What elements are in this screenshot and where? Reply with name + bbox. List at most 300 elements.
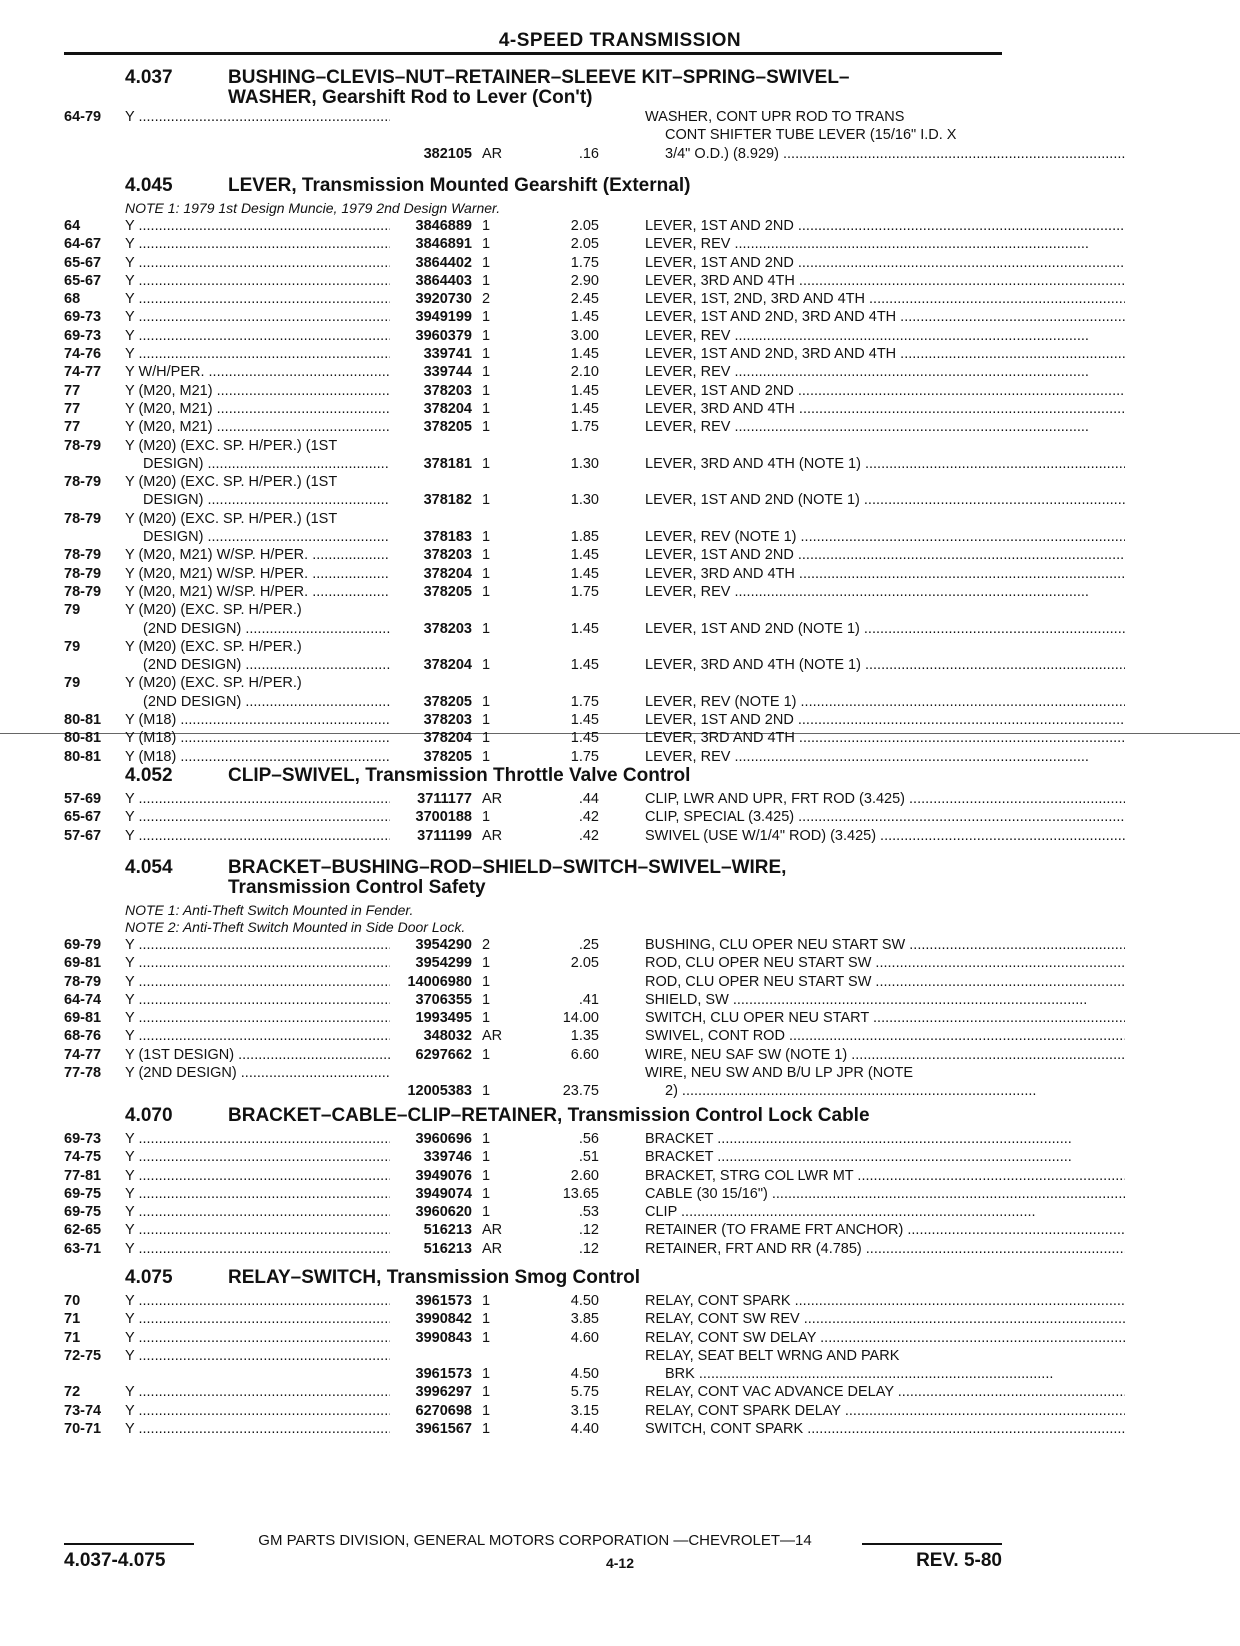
part-description xyxy=(645,400,1125,418)
quantity: AR xyxy=(482,145,503,162)
quantity: 1 xyxy=(482,529,491,546)
model-applicability xyxy=(125,290,390,308)
model-years: 57-69 xyxy=(64,791,102,807)
part-number: 12005383 xyxy=(407,1083,472,1100)
part-row xyxy=(64,954,1005,972)
description-text xyxy=(645,473,1125,491)
model-applicability xyxy=(125,711,390,729)
part-number: 3960696 xyxy=(415,1131,472,1147)
quantity: 1 xyxy=(482,236,491,253)
model-applicability xyxy=(125,973,390,991)
model-applicability xyxy=(125,345,390,363)
model-text: Y ..... xyxy=(125,1167,390,1185)
model-text: Y (M20) (EXC. SP. H/PER.) xyxy=(125,638,302,655)
part-number: 3846891 xyxy=(415,236,472,253)
price: 1.85 xyxy=(570,529,599,546)
section-number: 4.052 xyxy=(125,765,173,786)
model-years: 78-79 xyxy=(64,437,102,454)
description-text: RELAY, CONT SW DELAY ..... xyxy=(645,1329,1125,1347)
section-note: NOTE 2: Anti-Theft Switch Mounted in Side Door Lock. xyxy=(125,919,466,935)
model-text: (2ND DESIGN) ..... xyxy=(125,693,390,711)
part-row xyxy=(64,382,1005,400)
part-number: 378205 xyxy=(423,693,472,710)
price: 3.15 xyxy=(570,1402,599,1419)
section-title xyxy=(228,766,1005,786)
part-number: 3711177 xyxy=(417,791,472,807)
model-text: Y ..... xyxy=(125,1185,390,1203)
part-row xyxy=(64,1064,1005,1101)
model-text: Y ..... xyxy=(125,345,390,363)
price: 1.45 xyxy=(570,712,599,729)
section-heading xyxy=(125,68,1005,108)
price: 2.05 xyxy=(570,236,599,253)
model-applicability xyxy=(125,729,390,747)
description-text: CLIP, LWR AND UPR, FRT ROD (3.425) ..... xyxy=(645,790,1125,808)
quantity: 1 xyxy=(482,955,491,972)
part-description xyxy=(645,1420,1125,1438)
part-row xyxy=(64,290,1005,308)
price: 4.60 xyxy=(570,1329,599,1346)
part-row xyxy=(64,711,1005,729)
model-years: 69-75 xyxy=(64,1185,102,1202)
description-text: LEVER, REV ..... xyxy=(645,235,1125,253)
part-description xyxy=(645,418,1125,436)
model-text: Y (M20) (EXC. SP. H/PER.) xyxy=(125,675,302,692)
part-description xyxy=(645,327,1125,345)
part-row xyxy=(64,601,1005,638)
model-years: 78-79 xyxy=(64,565,102,582)
description-text: LEVER, 3RD AND 4TH ..... xyxy=(645,729,1125,747)
model-text: Y (M20, M21) W/SP. H/PER. ..... xyxy=(125,583,390,601)
description-text: LEVER, REV (NOTE 1) ..... xyxy=(645,693,1125,711)
model-years: 69-79 xyxy=(64,937,102,953)
description-text: RETAINER, FRT AND RR (4.785) ..... xyxy=(645,1240,1125,1258)
quantity: 1 xyxy=(482,712,491,729)
description-text: SWIVEL, CONT ROD ..... xyxy=(645,1027,1125,1045)
part-row xyxy=(64,1130,1005,1148)
quantity: 1 xyxy=(482,1402,491,1419)
model-applicability xyxy=(125,1130,390,1148)
part-description xyxy=(645,1347,1125,1384)
model-years: 79 xyxy=(64,675,81,692)
quantity: 1 xyxy=(482,218,491,234)
model-applicability xyxy=(125,808,390,826)
description-text: LEVER, REV ..... xyxy=(645,327,1125,345)
part-row xyxy=(64,327,1005,345)
part-row xyxy=(64,936,1005,954)
part-number: 3846889 xyxy=(415,218,472,234)
model-text: Y ..... xyxy=(125,808,390,826)
quantity: 1 xyxy=(482,327,491,344)
section-heading xyxy=(125,766,1005,786)
price: 6.60 xyxy=(570,1046,599,1063)
part-number: 3711199 xyxy=(417,827,472,844)
quantity: AR xyxy=(482,1222,503,1239)
section-number: 4.070 xyxy=(125,1105,173,1126)
part-number: 3864403 xyxy=(415,272,472,289)
description-text: BUSHING, CLU OPER NEU START SW ..... xyxy=(645,936,1125,954)
section-heading xyxy=(125,1268,1005,1288)
parts-section xyxy=(64,175,1005,766)
description-text: CLIP ..... xyxy=(645,1203,1125,1221)
model-years: 79 xyxy=(64,602,81,619)
model-text: Y ..... xyxy=(125,1027,390,1045)
part-row xyxy=(64,418,1005,436)
part-number: 3990843 xyxy=(415,1329,472,1346)
model-text: Y (1ST DESIGN) ..... xyxy=(125,1046,390,1064)
part-description xyxy=(645,827,1125,845)
price: 1.30 xyxy=(570,455,599,472)
part-number: 378182 xyxy=(423,492,472,509)
footer-rule-right xyxy=(862,1543,1002,1545)
description-text: CABLE (30 15/16") ..... xyxy=(645,1185,1125,1203)
description-text: RELAY, CONT VAC ADVANCE DELAY ..... xyxy=(645,1383,1125,1401)
model-applicability xyxy=(125,1148,390,1166)
price: 1.75 xyxy=(570,419,599,436)
price: .42 xyxy=(578,827,599,844)
part-description xyxy=(645,583,1125,601)
part-description xyxy=(645,1240,1125,1258)
quantity: 1 xyxy=(482,1167,491,1184)
part-row xyxy=(64,1310,1005,1328)
description-text: LEVER, 1ST, 2ND, 3RD AND 4TH ..... xyxy=(645,290,1125,308)
model-years: 70-71 xyxy=(64,1421,102,1438)
part-number: 3996297 xyxy=(415,1384,472,1401)
description-text: RELAY, CONT SPARK DELAY ..... xyxy=(645,1402,1125,1420)
model-applicability xyxy=(125,1064,390,1082)
section-number: 4.045 xyxy=(125,175,173,196)
description-text: LEVER, 3RD AND 4TH ..... xyxy=(645,272,1125,290)
model-text: Y (M18) ..... xyxy=(125,748,390,766)
model-applicability xyxy=(125,1009,390,1027)
footer-section-range: 4.037-4.075 xyxy=(64,1550,166,1571)
part-description xyxy=(645,546,1125,564)
model-text: Y ..... xyxy=(125,1009,390,1027)
price: 3.00 xyxy=(570,327,599,344)
section-title-line: RELAY–SWITCH, Transmission Smog Control xyxy=(228,1267,641,1288)
part-row xyxy=(64,729,1005,747)
description-text: SWITCH, CONT SPARK ..... xyxy=(645,1420,1125,1438)
part-row xyxy=(64,235,1005,253)
part-number: 378204 xyxy=(423,400,472,417)
description-text: RELAY, SEAT BELT WRNG AND PARK xyxy=(645,1347,900,1364)
description-text: LEVER, 1ST AND 2ND ..... xyxy=(645,254,1125,272)
model-text: Y ..... xyxy=(125,1310,390,1328)
model-applicability xyxy=(125,400,390,418)
model-years: 80-81 xyxy=(64,712,102,729)
model-text: Y ..... xyxy=(125,108,390,126)
section-note: NOTE 1: Anti-Theft Switch Mounted in Fender. xyxy=(125,902,414,918)
model-text: Y ..... xyxy=(125,1292,390,1310)
footer-publisher: GM PARTS DIVISION, GENERAL MOTORS CORPORATION —CHEVROLET—14 xyxy=(258,1532,812,1549)
part-description xyxy=(645,473,1125,510)
price: .56 xyxy=(578,1131,599,1147)
part-row xyxy=(64,827,1005,845)
part-number: 339744 xyxy=(423,364,472,381)
part-description xyxy=(645,1292,1125,1310)
part-number: 378181 xyxy=(423,455,472,472)
section-title xyxy=(228,1268,1005,1288)
model-years: 78-79 xyxy=(64,583,102,600)
part-row xyxy=(64,638,1005,675)
part-number: 3960379 xyxy=(415,327,472,344)
model-text: DESIGN) ..... xyxy=(125,491,390,509)
price: 2.45 xyxy=(570,291,599,308)
model-years: 71 xyxy=(64,1311,81,1328)
quantity: 1 xyxy=(482,693,491,710)
model-years: 64 xyxy=(64,218,81,234)
price: 1.45 xyxy=(570,382,599,399)
price: 3.85 xyxy=(570,1311,599,1328)
model-years: 65-67 xyxy=(64,272,102,289)
description-text: LEVER, 3RD AND 4TH ..... xyxy=(645,565,1125,583)
part-row xyxy=(64,1009,1005,1027)
quantity: 1 xyxy=(482,455,491,472)
model-applicability xyxy=(125,217,390,235)
description-text: 2) ..... xyxy=(645,1082,1125,1100)
model-years: 80-81 xyxy=(64,748,102,765)
description-text xyxy=(645,510,1125,528)
price: 1.45 xyxy=(570,309,599,326)
section-note: NOTE 1: 1979 1st Design Muncie, 1979 2nd Design Warner. xyxy=(125,200,501,216)
description-text: LEVER, 1ST AND 2ND ..... xyxy=(645,382,1125,400)
part-row xyxy=(64,1221,1005,1239)
part-description xyxy=(645,382,1125,400)
model-years: 64-79 xyxy=(64,109,102,125)
model-text: Y ..... xyxy=(125,217,390,235)
part-description xyxy=(645,1009,1125,1027)
model-text: Y (M20, M21) W/SP. H/PER. ..... xyxy=(125,546,390,564)
part-row xyxy=(64,473,1005,510)
part-row xyxy=(64,272,1005,290)
price: .12 xyxy=(578,1222,599,1239)
model-applicability xyxy=(125,473,390,510)
price: 4.40 xyxy=(570,1421,599,1438)
price: .42 xyxy=(578,809,599,826)
model-applicability xyxy=(125,1402,390,1420)
part-number: 378205 xyxy=(423,419,472,436)
model-years: 78-79 xyxy=(64,510,102,527)
part-description xyxy=(645,808,1125,826)
model-applicability xyxy=(125,1420,390,1438)
part-description xyxy=(645,363,1125,381)
part-row xyxy=(64,790,1005,808)
part-number: 3949199 xyxy=(415,309,472,326)
description-text: LEVER, 3RD AND 4TH ..... xyxy=(645,400,1125,418)
part-row xyxy=(64,400,1005,418)
model-applicability xyxy=(125,1347,390,1365)
model-text: Y ..... xyxy=(125,1148,390,1166)
part-description xyxy=(645,1167,1125,1185)
part-number: 516213 xyxy=(423,1222,472,1239)
part-description xyxy=(645,674,1125,711)
model-text: Y (M18) ..... xyxy=(125,711,390,729)
description-text: LEVER, 1ST AND 2ND ..... xyxy=(645,546,1125,564)
model-text: Y ..... xyxy=(125,1329,390,1347)
part-description xyxy=(645,729,1125,747)
part-description xyxy=(645,790,1125,808)
price: 2.05 xyxy=(570,955,599,972)
price: 1.75 xyxy=(570,693,599,710)
part-description xyxy=(645,1148,1125,1166)
part-description xyxy=(645,1130,1125,1148)
model-applicability xyxy=(125,583,390,601)
part-description xyxy=(645,1203,1125,1221)
part-number: 3961573 xyxy=(415,1366,472,1383)
section-number: 4.037 xyxy=(125,67,173,88)
description-text: LEVER, REV (NOTE 1) ..... xyxy=(645,528,1125,546)
model-text: Y (2ND DESIGN) ..... xyxy=(125,1064,390,1082)
part-description xyxy=(645,1310,1125,1328)
part-description xyxy=(645,1329,1125,1347)
price: 5.75 xyxy=(570,1384,599,1401)
description-text: BRACKET ..... xyxy=(645,1148,1125,1166)
model-text: Y ..... xyxy=(125,973,390,991)
section-heading xyxy=(125,176,1005,196)
model-years: 77-78 xyxy=(64,1065,102,1082)
model-years: 62-65 xyxy=(64,1222,102,1239)
model-applicability xyxy=(125,108,390,126)
section-heading xyxy=(125,1106,1005,1126)
part-number: 378203 xyxy=(423,712,472,729)
part-number: 378204 xyxy=(423,565,472,582)
part-description xyxy=(645,308,1125,326)
model-text: Y (M20) (EXC. SP. H/PER.) (1ST xyxy=(125,474,338,491)
model-applicability xyxy=(125,308,390,326)
model-years: 77 xyxy=(64,382,81,399)
description-text xyxy=(645,437,1125,455)
model-years: 69-73 xyxy=(64,1131,102,1147)
quantity: 1 xyxy=(482,583,491,600)
model-applicability xyxy=(125,510,390,547)
part-description xyxy=(645,272,1125,290)
model-text: Y ..... xyxy=(125,1130,390,1148)
model-text: Y (M20) (EXC. SP. H/PER.) xyxy=(125,602,302,619)
description-text xyxy=(645,638,1125,656)
part-row xyxy=(64,510,1005,547)
part-description xyxy=(645,1064,1125,1101)
part-row xyxy=(64,1329,1005,1347)
description-text: SHIELD, SW ..... xyxy=(645,991,1125,1009)
part-row xyxy=(64,973,1005,991)
price: 1.45 xyxy=(570,400,599,417)
price: .12 xyxy=(578,1240,599,1257)
description-text: RETAINER (TO FRAME FRT ANCHOR) ..... xyxy=(645,1221,1125,1239)
description-text: LEVER, 1ST AND 2ND, 3RD AND 4TH ..... xyxy=(645,308,1125,326)
model-text: Y ..... xyxy=(125,272,390,290)
price: 2.05 xyxy=(570,218,599,234)
section-number: 4.054 xyxy=(125,857,173,878)
part-number: 378203 xyxy=(423,382,472,399)
section-title xyxy=(228,176,1005,196)
description-text: WIRE, NEU SW AND B/U LP JPR (NOTE xyxy=(645,1065,914,1082)
part-number: 3700188 xyxy=(415,809,472,826)
model-text: DESIGN) ..... xyxy=(125,455,390,473)
model-applicability xyxy=(125,1046,390,1064)
description-text: CONT SHIFTER TUBE LEVER (15/16" I.D. X xyxy=(665,127,957,144)
quantity: 1 xyxy=(482,382,491,399)
model-years: 80-81 xyxy=(64,730,102,747)
model-years: 65-67 xyxy=(64,809,102,826)
part-row xyxy=(64,363,1005,381)
model-applicability xyxy=(125,1221,390,1239)
part-number: 3949074 xyxy=(415,1185,472,1202)
model-applicability xyxy=(125,1185,390,1203)
part-description xyxy=(645,235,1125,253)
part-number: 3990842 xyxy=(415,1311,472,1328)
model-applicability xyxy=(125,1240,390,1258)
footer-rule-left xyxy=(64,1543,194,1545)
part-description xyxy=(645,638,1125,675)
model-applicability xyxy=(125,674,390,711)
model-applicability xyxy=(125,1310,390,1328)
section-title-line2: Transmission Control Safety xyxy=(228,877,486,898)
part-number: 3954299 xyxy=(415,955,472,972)
quantity: 1 xyxy=(482,565,491,582)
quantity: 1 xyxy=(482,1046,491,1063)
part-row xyxy=(64,345,1005,363)
quantity: 1 xyxy=(482,620,491,637)
model-applicability xyxy=(125,363,390,381)
model-years: 74-77 xyxy=(64,1046,102,1063)
section-number: 4.075 xyxy=(125,1267,173,1288)
model-years: 69-73 xyxy=(64,309,102,326)
part-row xyxy=(64,808,1005,826)
model-text: Y W/H/PER. ..... xyxy=(125,363,390,381)
part-number: 1993495 xyxy=(415,1010,472,1027)
price: .25 xyxy=(578,937,599,953)
footer-page-number: 4-12 xyxy=(605,1555,635,1571)
model-applicability xyxy=(125,936,390,954)
description-text: LEVER, REV ..... xyxy=(645,583,1125,601)
price: .53 xyxy=(578,1204,599,1221)
quantity: 2 xyxy=(482,937,491,953)
price: 1.75 xyxy=(570,254,599,271)
quantity: 2 xyxy=(482,291,491,308)
model-applicability xyxy=(125,954,390,972)
description-text: ROD, CLU OPER NEU START SW ..... xyxy=(645,973,1125,991)
part-number: 516213 xyxy=(423,1240,472,1257)
part-number: 348032 xyxy=(423,1028,472,1045)
part-row xyxy=(64,1347,1005,1384)
model-text: Y ..... xyxy=(125,1240,390,1258)
part-row xyxy=(64,991,1005,1009)
part-description xyxy=(645,108,1125,163)
description-text: WASHER, CONT UPR ROD TO TRANS xyxy=(645,109,905,125)
price: .16 xyxy=(578,145,599,162)
model-text: (2ND DESIGN) ..... xyxy=(125,620,390,638)
model-applicability xyxy=(125,327,390,345)
description-text: LEVER, 1ST AND 2ND ..... xyxy=(645,217,1125,235)
price: .51 xyxy=(578,1149,599,1166)
model-text: (2ND DESIGN) ..... xyxy=(125,656,390,674)
model-years: 71 xyxy=(64,1329,81,1346)
model-years: 70 xyxy=(64,1293,81,1309)
part-number: 378204 xyxy=(423,657,472,674)
description-text: LEVER, REV ..... xyxy=(645,418,1125,436)
part-description xyxy=(645,290,1125,308)
section-title-line: LEVER, Transmission Mounted Gearshift (External) xyxy=(228,175,691,196)
description-text: LEVER, REV ..... xyxy=(645,748,1125,766)
part-row xyxy=(64,1046,1005,1064)
model-years: 69-81 xyxy=(64,1010,102,1027)
quantity: 1 xyxy=(482,973,491,990)
quantity: 1 xyxy=(482,991,491,1008)
model-years: 73-74 xyxy=(64,1402,102,1419)
price: 1.45 xyxy=(570,565,599,582)
part-row xyxy=(64,217,1005,235)
part-description xyxy=(645,565,1125,583)
